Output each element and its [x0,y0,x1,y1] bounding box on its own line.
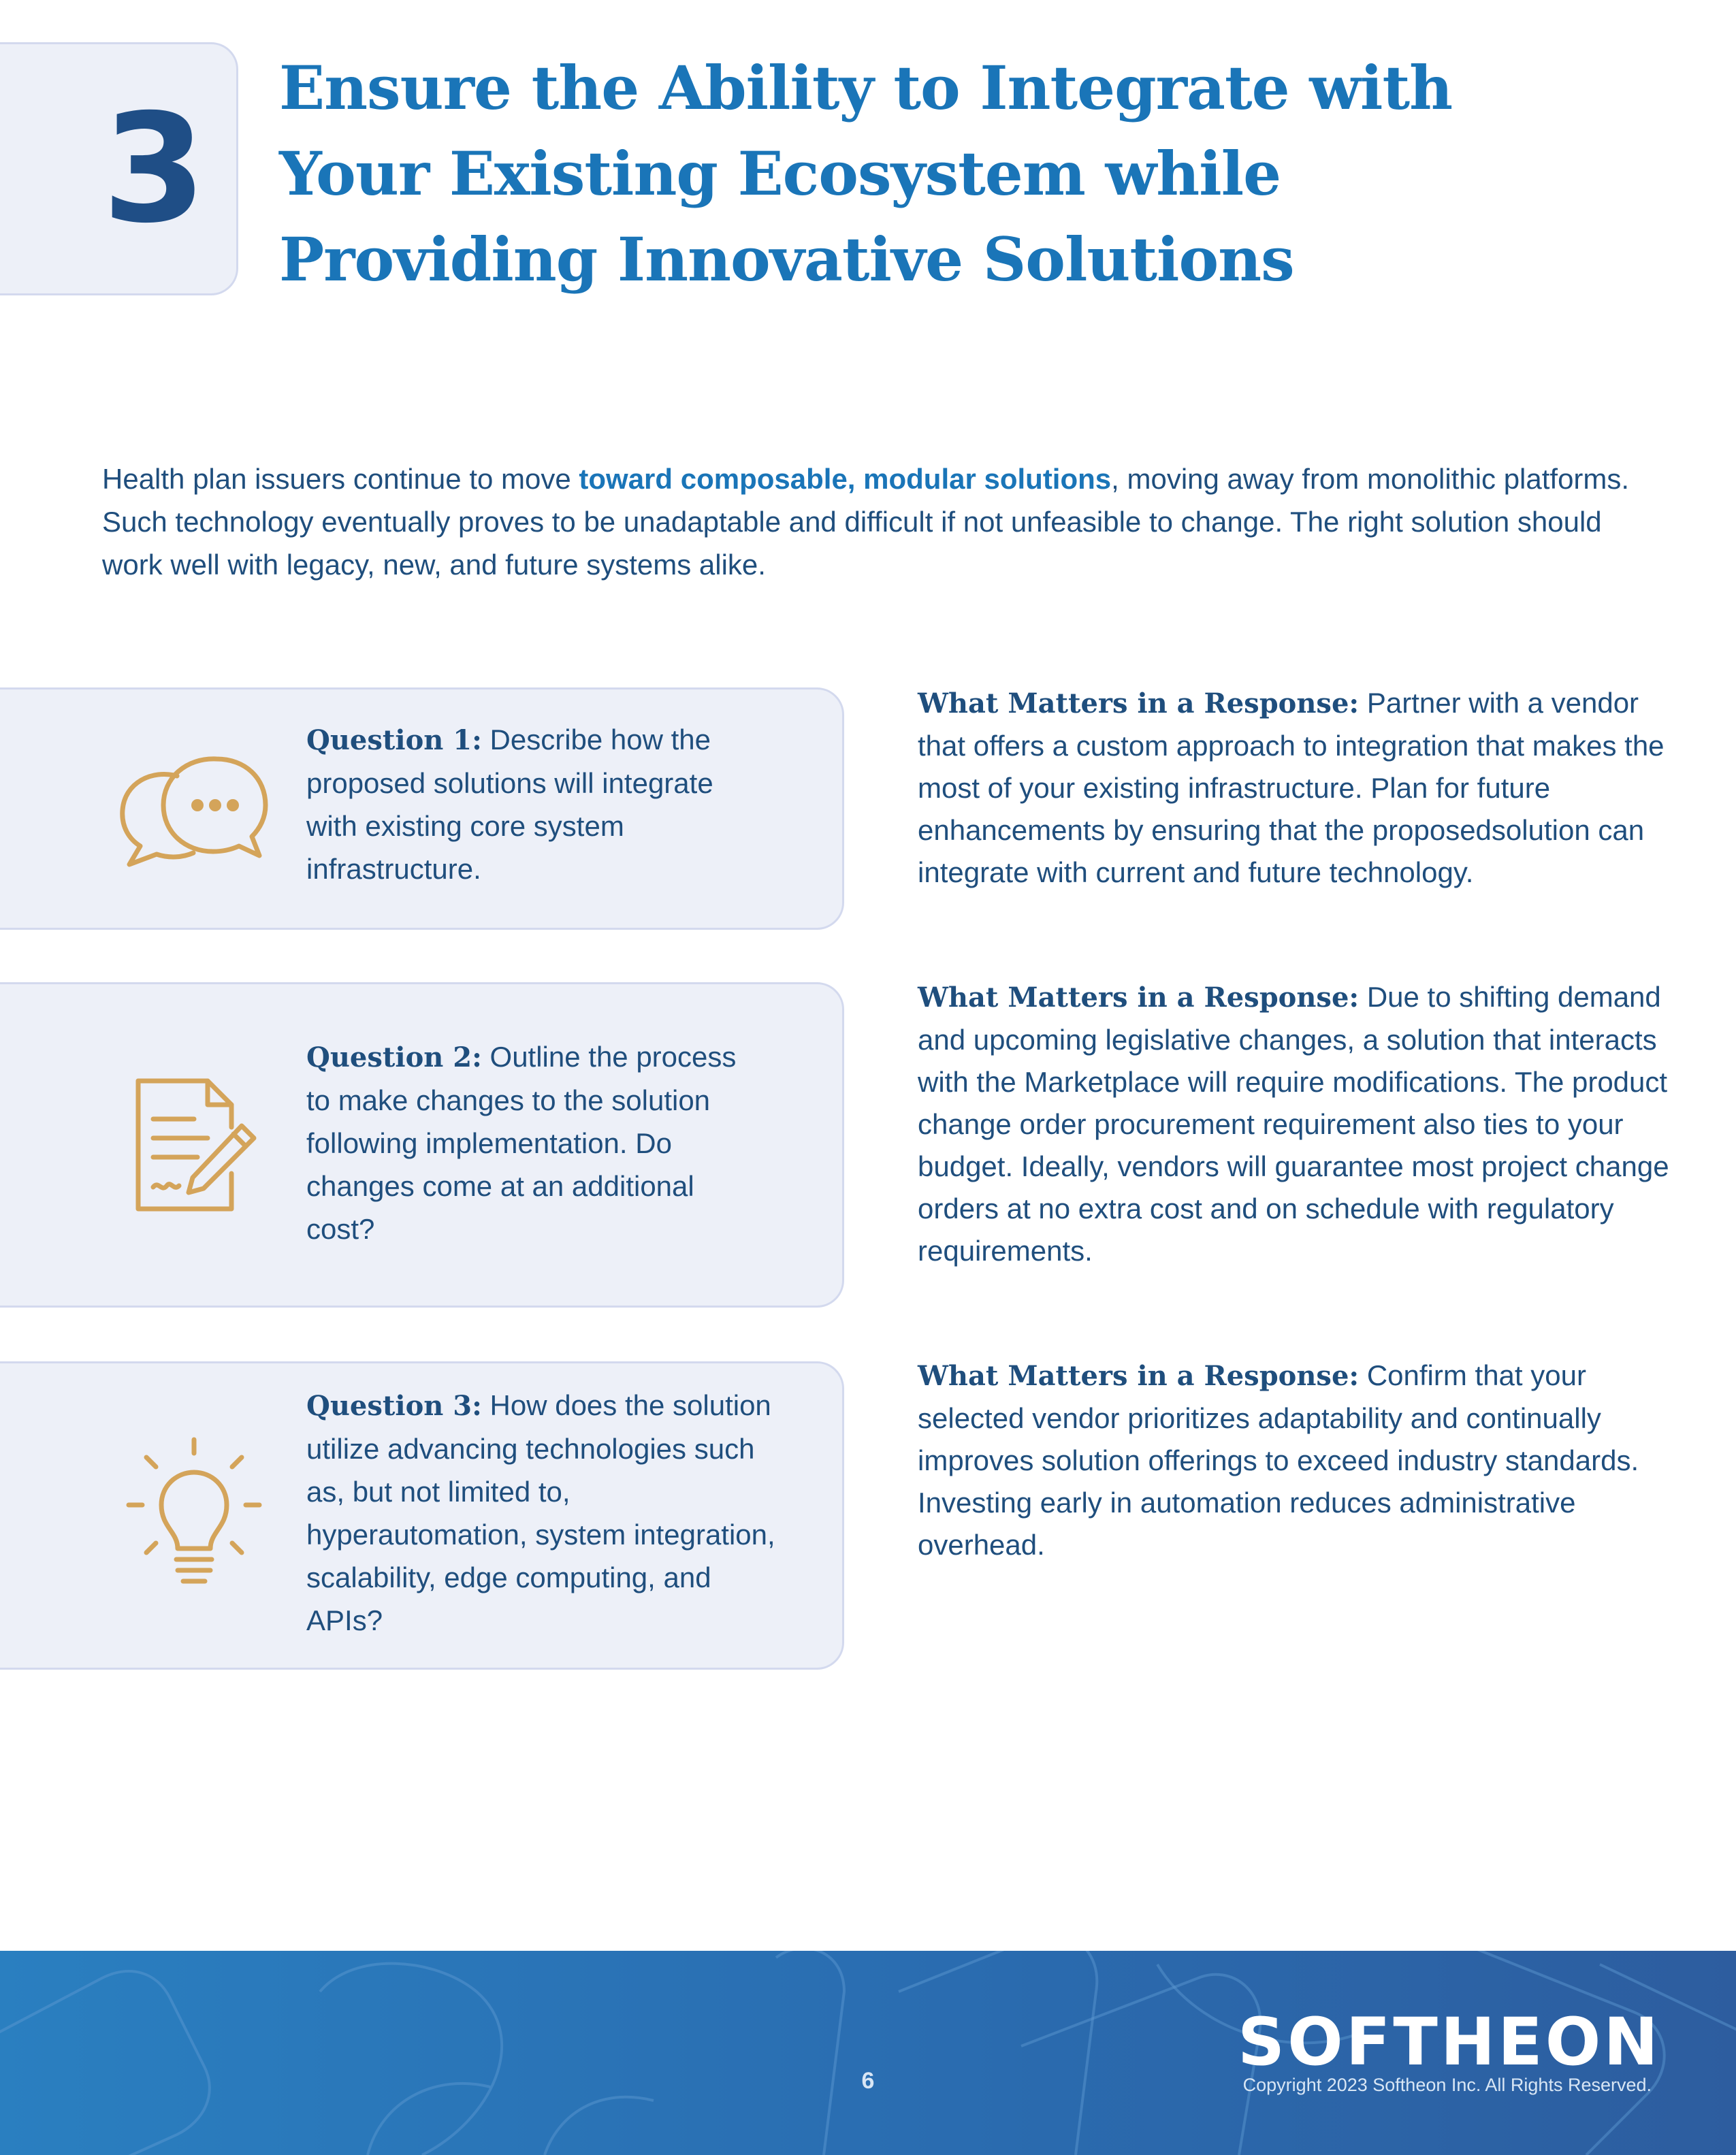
question-2-label: Question 2: [306,1041,482,1073]
question-card-2 [0,982,844,1308]
document-pen-icon [133,1078,262,1214]
question-2-body: Outline the process to make changes to the solution following implementation. Do changes come at an additional cost? [306,1041,737,1245]
intro-text-before: Health plan issuers continue to move [102,463,579,495]
response-1 [918,682,1673,894]
intro-text-after: , moving away from monolithic platforms. Such technology eventually proves to be unadaptable and difficult if not unfeasible to change. The right solution should work well with legacy, new, and future systems alike. [102,463,1630,581]
section-number: 3 [102,82,203,256]
response-3-label: What Matters in a Response: [918,1360,1360,1392]
lightbulb-icon [126,1437,262,1593]
intro-paragraph [102,457,1634,586]
question-3-text [306,1384,783,1642]
question-1-label: Question 1: [306,724,482,756]
page-title: Ensure the Ability to Integrate with Your Existing Ecosystem while Providing Innovative Solutions [279,52,1453,295]
response-2-body: Due to shifting demand and upcoming legislative changes, a solution that interacts with the Marketplace will require modifications. The product change order procurement requirement also ties to your budget. Ideally, vendors will guarantee most project change orders at no extra cost and on schedule with regulatory requirements. [918,981,1669,1267]
question-2-text [306,1035,749,1250]
response-3-body: Confirm that your selected vendor prioritizes adaptability and continually improves solution offerings to exceed industry standards. Investing early in automation reduces administrative overhead. [918,1359,1639,1561]
response-2-label: What Matters in a Response: [918,982,1360,1014]
question-3-label: Question 3: [306,1390,482,1422]
softheon-logo: SOFTHEON [1238,2004,1661,2080]
chat-bubbles-icon [114,752,271,875]
response-1-body: Partner with a vendor that offers a custom approach to integration that makes the most of your existing infrastructure. Plan for future enhancements by ensuring that the proposedsolution can integrate with current and future technology. [918,687,1665,888]
intro-highlight: toward composable, modular solutions [579,463,1112,495]
page-number: 6 [861,2068,875,2094]
question-1-text [306,718,728,890]
response-2 [918,976,1673,1272]
question-1-body: Describe how the proposed solutions will integrate with existing core system infrastructure. [306,724,713,885]
response-3 [918,1355,1673,1566]
question-card-3 [0,1361,844,1670]
response-1-label: What Matters in a Response: [918,687,1360,719]
question-3-body: How does the solution utilize advancing technologies such as, but not limited to, hyperautomation, system integration, scalability, edge computing, and APIs? [306,1389,775,1636]
copyright-text: Copyright 2023 Softheon Inc. All Rights Reserved. [1242,2075,1652,2095]
question-card-1 [0,687,844,930]
